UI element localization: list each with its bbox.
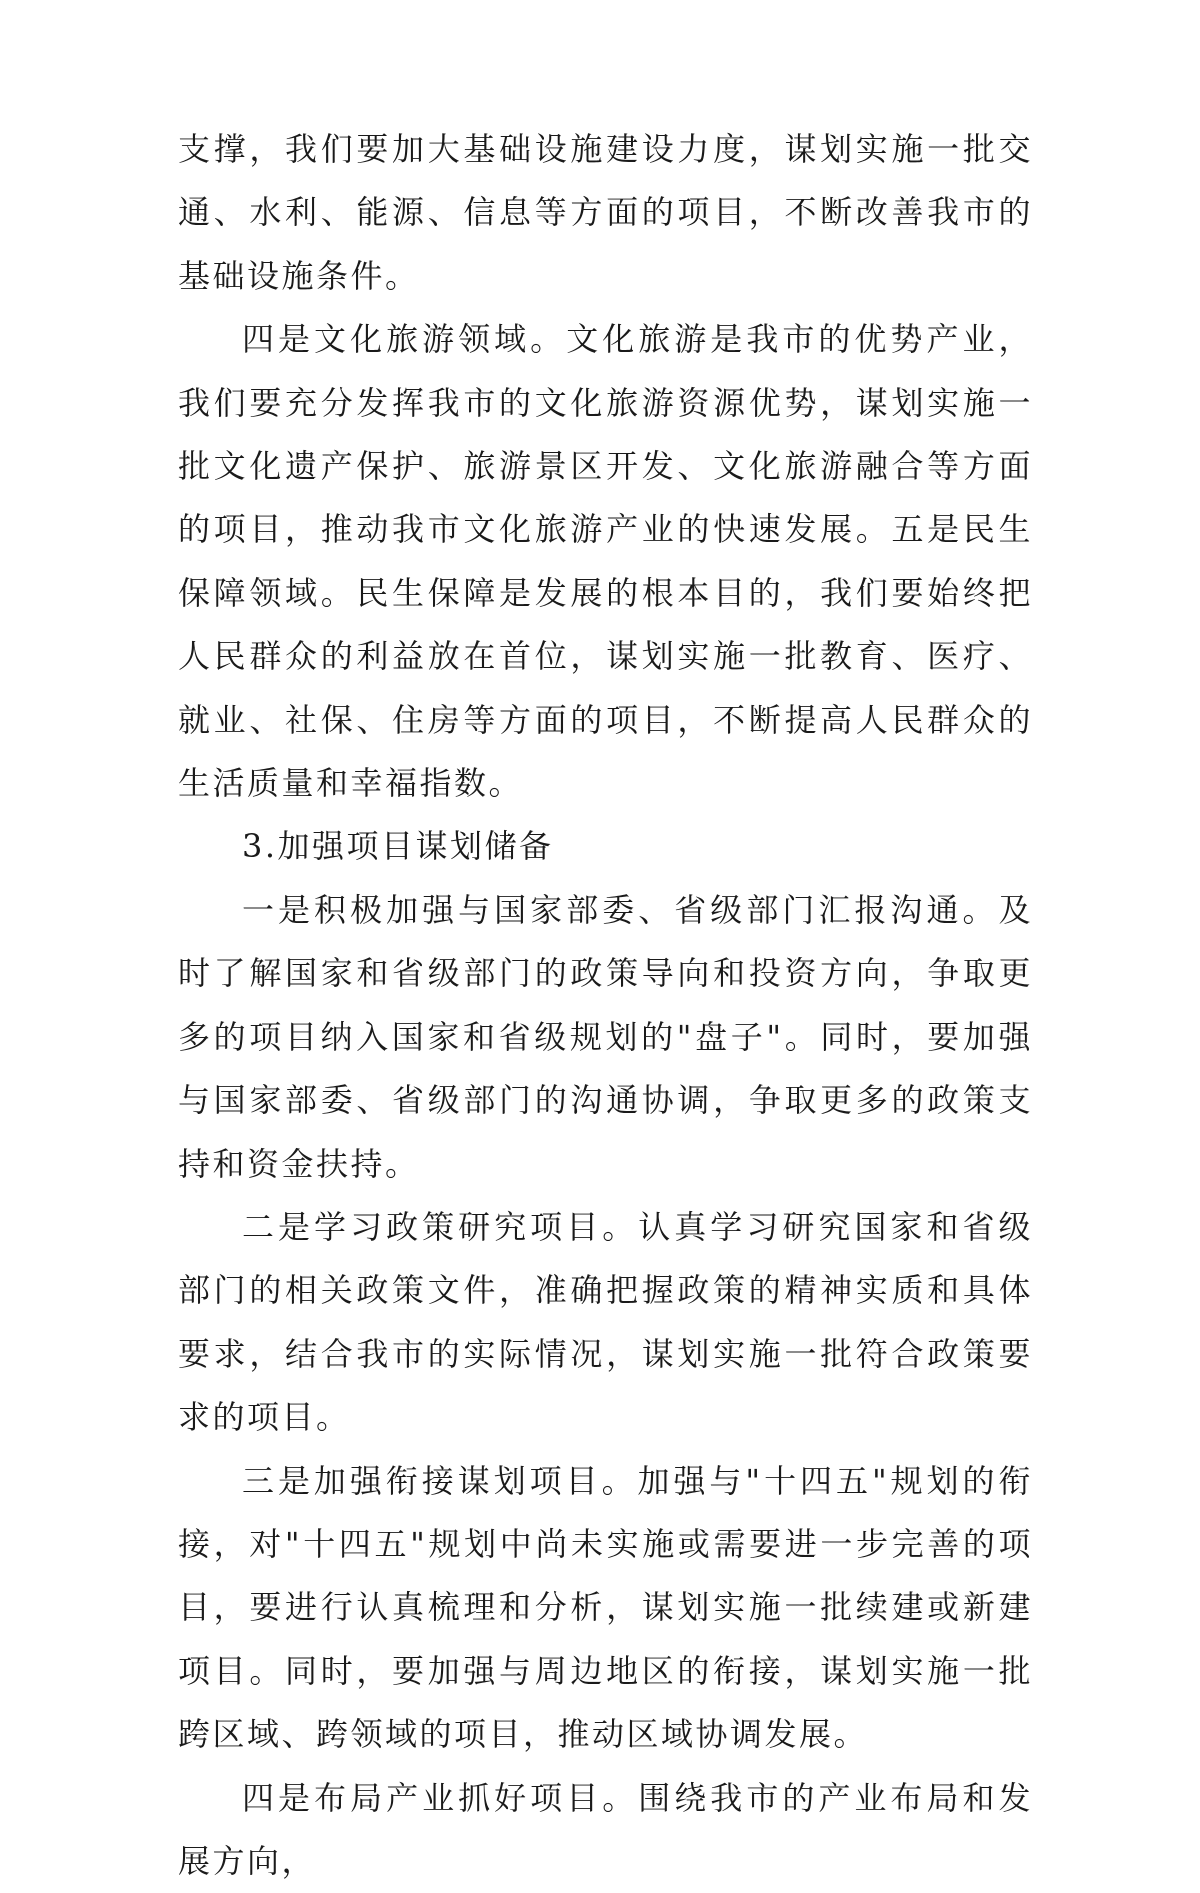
section-heading-project-planning-reserve: 3.加强项目谋划储备 [242,827,554,866]
paragraph-culture-tourism: 四是文化旅游领域。文化旅游是我市的优势产业，我们要充分发挥我市的文化旅游资源优势，谋划实施一批文化遗产保护、旅游景区开发、文化旅游融合等方面的项目，推动我市文化旅游产业的快速发展。五是民生保障领域。民生保障是发展的根本目的，我们要始终把人民群众的利益放在首位，谋划实施一批教育、医疗、就业、社保、住房等方面的项目，不断提高人民群众的生活质量和幸福指数。 [178,320,1033,803]
paragraph-ministry-communication: 一是积极加强与国家部委、省级部门汇报沟通。及时了解国家和省级部门的政策导向和投资方向，争取更多的项目纳入国家和省级规划的"盘子"。同时，要加强与国家部委、省级部门的沟通协调，争取更多的政策支持和资金扶持。 [178,890,1033,1183]
paragraph-policy-study: 二是学习政策研究项目。认真学习研究国家和省级部门的相关政策文件，准确把握政策的精神实质和具体要求，结合我市的实际情况，谋划实施一批符合政策要求的项目。 [178,1207,1033,1437]
paragraph-infrastructure-continued: 支撑，我们要加大基础设施建设力度，谋划实施一批交通、水利、能源、信息等方面的项目，不断改善我市的基础设施条件。 [178,130,1033,295]
document-body [178,118,1033,1893]
paragraph-industry-layout: 四是布局产业抓好项目。围绕我市的产业布局和发展方向， [178,1778,1033,1880]
paragraph-plan-coordination: 三是加强衔接谋划项目。加强与"十四五"规划的衔接，对"十四五"规划中尚未实施或需要进一步完善的项目，要进行认真梳理和分析，谋划实施一批续建或新建项目。同时，要加强与周边地区的衔接，谋划实施一批跨区域、跨领域的项目，推动区域协调发展。 [178,1461,1033,1754]
